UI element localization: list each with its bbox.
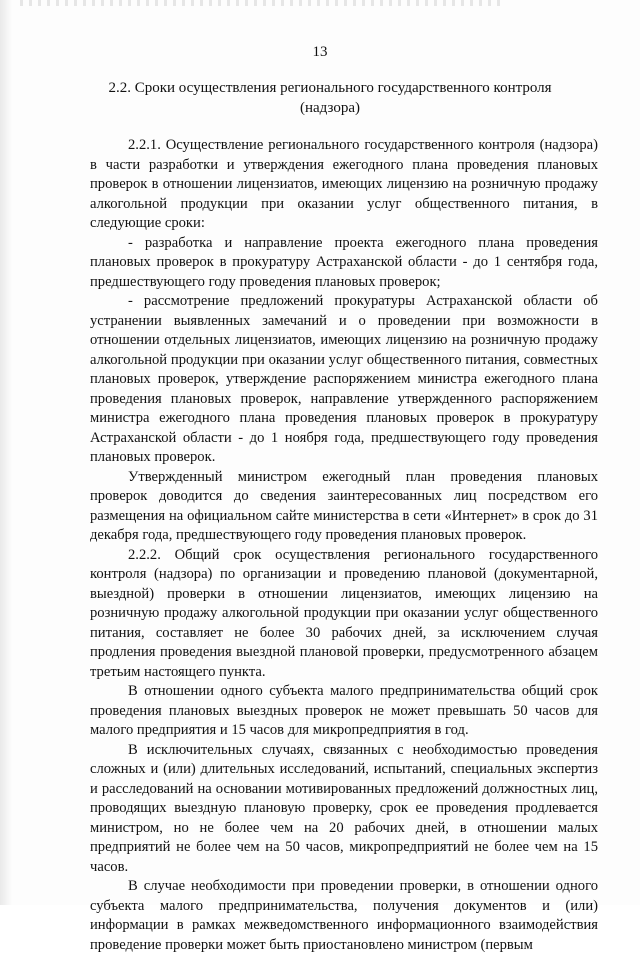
page-number: 13	[312, 44, 328, 60]
paragraph-small-business-limit: В отношении одного субъекта малого предпринимательства общий срок проведения плановых выездных проверок не может превышать 50 часов для малого предприятия и 15 часов для микропредприятия в год.	[90, 683, 598, 738]
paragraph-review-proposals: - рассмотрение предложений прокуратуры Астраханской области об устранении выявленных замечаний и о проведении при возможности в отношении отдельных лицензиатов, имеющих лицензию на розничную продажу алкогольной продукции при оказании услуг общественного питания, совместных плановых проверок, утверждение распоряжением министра ежегодного плана проведения плановых проверок, направление утвержденного распоряжением министра ежегодного плана проведения плановых проверок в прокуратуру Астраханской области - до 1 ноября года, предшествующего году проведения плановых проверок.	[90, 293, 598, 465]
section-title: 2.2. Сроки осуществления регионального государственного контроля (надзора)	[108, 80, 552, 116]
paragraph-draft-plan: - разработка и направление проекта ежегодного плана проведения плановых проверок в прокуратуру Астраханской области - до 1 сентября года, предшествующего году проведения плановых проверок;	[90, 234, 598, 290]
scan-edge	[0, 0, 12, 905]
body-text	[90, 126, 598, 955]
paragraph-2-2-2: 2.2.2. Общий срок осуществления регионального государственного контроля (надзора) по организации и проведению плановой (документарной, выездной) проверки в отношении лицензиатов, имеющих лицензию на розничную продажу алкогольной продукции при оказании услуг общественного питания, составляет не более 30 рабочих дней, за исключением случая продления проведения выездной плановой проверки, предусмотренного абзацем третьим настоящего пункта.	[90, 546, 598, 680]
paragraph-2-2-1: 2.2.1. Осуществление регионального государственного контроля (надзора) в части разработки и утверждения ежегодного плана проведения плановых проверок в отношении лицензиатов, имеющих лицензию на розничную продажу алкогольной продукции при оказании услуг общественного питания, в следующие сроки:	[90, 137, 598, 231]
paragraph-suspension: В случае необходимости при проведении проверки, в отношении одного субъекта малого предпринимательства, получения документов и (или) информации в рамках межведомственного информационного взаимодействия проведение проверки может быть приостановлено министром (первым	[90, 878, 598, 953]
paragraph-plan-publication: Утвержденный министром ежегодный план проведения плановых проверок доводится до сведения заинтересованных лиц посредством его размещения на официальном сайте министерства в сети «Интернет» в срок до 31 декабря года, предшествующего году проведения плановых проверок.	[90, 468, 598, 543]
paragraph-exceptional-cases: В исключительных случаях, связанных с необходимостью проведения сложных и (или) длительных исследований, испытаний, специальных экспертиз и расследований на основании мотивированных предложений должностных лиц, проводящих выездную плановую проверку, срок ее проведения продлевается министром, но не более чем на 20 рабочих дней, в отношении малых предприятий не более чем на 50 часов, микропредприятий не более чем на 15 часов.	[90, 741, 598, 875]
scan-noise	[20, 0, 500, 6]
